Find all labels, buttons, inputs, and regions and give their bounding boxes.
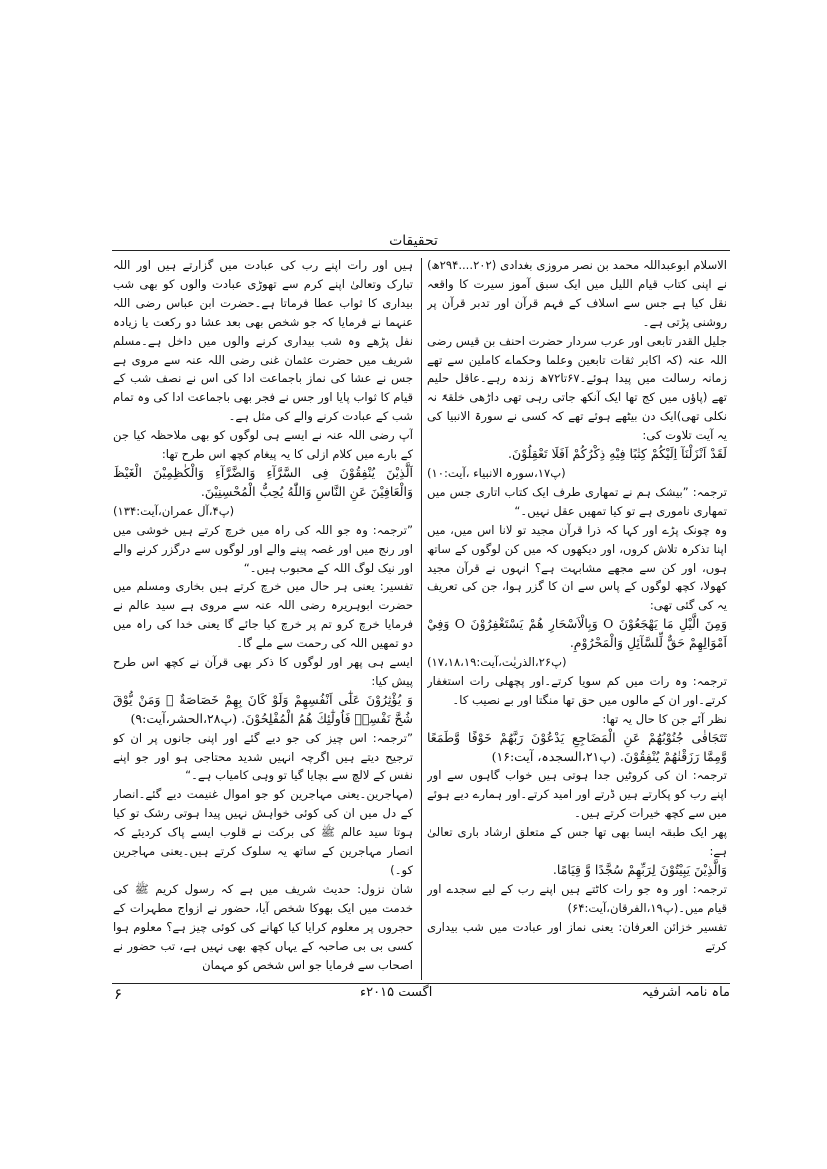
quran-verse: اَلَّذِيْنَ يُنْفِقُوْنَ فِى السَّرَّآءِ وَالضَّرَّآءِ وَالْكٰظِمِيْنَ الْغَيْظَ وَالْعَافِيْنَ عَنِ النَّاسِ وَاللّٰهُ يُحِبُّ الْمُحْسِنِيْنَ. [113, 464, 413, 499]
paragraph: ترجمہ: اور وہ جو رات کاٹتے ہیں اپنے رب کے لیے سجدے اور قیام میں۔(پ۱۹،الفرقان،آیت:۶۴) [427, 881, 727, 915]
paragraph: نظر آئے جن کا حال یہ تھا: [602, 711, 727, 726]
verse-reference: (پ۲۶،الذریٰت،آیت:۱۷،۱۸،۱۹) [427, 655, 567, 670]
column-divider [421, 258, 422, 980]
journal-name: ماہ نامہ اشرفیہ [641, 985, 730, 1000]
issue-date: اگست ۲۰۱۵ء [360, 985, 433, 1000]
paragraph: پھر ایک طبقہ ایسا بھی تھا جس کے متعلق ارشاد باری تعالیٰ ہے: [427, 825, 727, 859]
page-number: ۶ [114, 985, 123, 1003]
paragraph: ہیں اور رات اپنے رب کی عبادت میں گزارتے ہیں اور اللہ تبارک وتعالیٰ اپنے کرم سے تھوڑی عبادت والوں کو بھی شب بیداری کا ثواب عطا فرماتا ہے۔حضرت ابن عباس رضی اللہ عنہما نے فرمایا کہ جو شخص بھی بعد عشا دو رکعت یا زیادہ نفل پڑھے وہ شب بیداری کرنے والوں میں داخل ہے۔مسلم شریف میں حضرت عثمان غنی رضی اللہ عنہ سے مروی ہے جس نے عشا کی نماز باجماعت ادا کی اس نے نصف شب کے قیام کا ثواب پایا اور جس نے فجر بھی باجماعت ادا کی وہ تمام شب کے عبادت کرنے والے کی مثل ہے۔ [113, 258, 413, 424]
paragraph: ترجمہ: وہ رات میں کم سویا کرتے۔اور پچھلی رات استغفار کرتے۔اور ان کے مالوں میں حق تھا منگتا اور بے نصیب کا۔ [427, 673, 727, 707]
left-column [113, 256, 413, 978]
quran-verse: لَقَدْ اَنْزَلْنَآ اِلَيْكُمْ كِتٰبًا فِيْهِ ذِكْرُكُمْ اَفَلَا تَعْقِلُوْنَ. [508, 446, 727, 462]
paragraph: ترجمہ: ان کی کروٹیں جدا ہوتی ہیں خواب گاہوں سے اور اپنے رب کو پکارتے ہیں ڈرتے اور امید کرتے۔اور ہمارے دیے ہوئے میں سے کچھ خیرات کرتے ہیں۔ [427, 768, 727, 821]
paragraph: وہ چونک پڑے اور کہا کہ ذرا قرآن مجید تو لانا اس میں، میں اپنا تذکرہ تلاش کروں، اور دیکھوں کہ میں کن لوگوں کے ساتھ ہوں، اور کن سے مجھے مشابہت ہے؟ انہوں نے قرآن مجید کھولا، کچھ لوگوں کے پاس سے ان کا گزر ہوا، جن کی تعریف یہ کی گئی تھی: [427, 522, 727, 613]
verse-reference: (پ۱۷،سورہ الانبیاء ،آیت:۱۰) [427, 465, 566, 480]
paragraph: ”ترجمہ: اس چیز کی جو دیے گئے اور اپنی جانوں پر ان کو ترجیح دیتے ہیں اگرچہ انہیں شدید محتاجی ہو اور جو اپنے نفس کے لالچ سے بچایا گیا تو وہی کامیاب ہے۔“ [113, 730, 413, 783]
running-header: تحقیقات [389, 233, 438, 249]
quran-verse: وَ يُؤْثِرُوْنَ عَلٰٓى اَنْفُسِهِمْ وَلَوْ كَانَ بِهِمْ خَصَاصَةٌ ۚ وَمَنْ يُّوْقَ شُحَّ نَفْسِهٖ فَاُولٰٓئِكَ هُمُ الْمُفْلِحُوْنَ. (پ۲۸،الحشر،آیت:۹) [113, 691, 413, 726]
paragraph: ”ترجمہ: وہ جو اللہ کی راہ میں خرچ کرتے ہیں خوشی میں اور رنج میں اور غصہ پینے والے اور لوگوں سے درگزر کرنے والے اور نیک لوگ اللہ کے محبوب ہیں۔“ [113, 522, 413, 575]
paragraph: ترجمہ: ”بیشک ہم نے تمھاری طرف ایک کتاب اتاری جس میں تمھاری ناموری ہے تو کیا تمھیں عقل نہیں۔“ [427, 484, 727, 518]
header-rule [112, 250, 730, 251]
paragraph: (مہاجرین۔یعنی مہاجرین کو جو اموال غنیمت دیے گئے۔انصار کے دل میں ان کی کوئی خواہش نہیں پیدا ہوتی رشک تو کیا ہوتا سید عالم ﷺ کی برکت نے قلوب ایسے پاک کردیئے کہ انصار مہاجرین کے ساتھ یہ سلوک کرتے ہیں۔یعنی مہاجرین کو۔) [113, 787, 413, 877]
verse-reference: (پ۴،آل عمران،آیت:۱۳۴) [113, 503, 235, 518]
paragraph: تفسیر خزائن العرفان: یعنی نماز اور عبادت میں شب بیداری کرتے [427, 919, 727, 953]
paragraph: ایسے ہی پھر اور لوگوں کا ذکر بھی قرآن نے کچھ اس طرح پیش کیا: [113, 655, 413, 688]
paragraph: آپ رضی اللہ عنہ نے ایسے ہی لوگوں کو بھی ملاحظہ کیا جن کے بارے میں کلام ازلی کا یہ پیغام کچھ اس طرح تھا: [113, 428, 413, 462]
paragraph: شان نزول: حدیث شریف میں ہے کہ رسول کریم ﷺ کی خدمت میں ایک بھوکا شخص آیا، حضور نے ازواج مطہرات کے حجروں پر معلوم کرایا کیا کھانے کی کوئی چیز ہے؟ معلوم ہوا کسی بی بی صاحبہ کے یہاں کچھ بھی نہیں ہے، تب حضور نے اصحاب سے فرمایا جو اس شخص کو مہمان [113, 881, 413, 972]
paragraph: جلیل القدر تابعی اور عرب سردار حضرت احنف بن قیس رضی اللہ عنہ (کہ اکابر ثقات تابعین وعلما وحکماے کاملین سے تھے زمانہ رسالت میں پیدا ہوئے۔۶۷تا۷۲ھ زندہ رہے۔عاقل حلیم تھے (پاؤں میں کج تھا ایک آنکھ جاتی رہی تھی داڑھی خلقۃً نہ نکلی تھی)ایک دن بیٹھے ہوئے تھے کہ کسی نے سورۃ الانبیا کی یہ آیت تلاوت کی: [427, 333, 727, 443]
quran-verse: وَمِنَ الَّيْلِ مَا يَهْجَعُوْنَ O وَبِالْاَسْحَارِ هُمْ يَسْتَغْفِرُوْنَ O وَفِيْ اَمْوَالِهِمْ حَقٌّ لِّلسَّآئِلِ وَالْمَحْرُوْمِ. [427, 616, 727, 651]
paragraph: تفسیر: یعنی ہر حال میں خرچ کرتے ہیں بخاری ومسلم میں حضرت ابوہریرہ رضی اللہ عنہ سے مروی ہے سید عالم نے فرمایا خرچ کرو تم پر خرچ کیا جائے گا یعنی خدا کی راہ میں دو تمھیں اللہ کی رحمت سے ملے گا۔ [113, 579, 413, 651]
footer-rule [112, 983, 730, 984]
quran-verse: وَالَّذِيْنَ يَبِيْتُوْنَ لِرَبِّهِمْ سُجَّدًا وَّ قِيَامًا. [552, 862, 727, 877]
right-column [427, 256, 727, 978]
paragraph: الاسلام ابوعبداللہ محمد بن نصر مروزی بغدادی (۲۰۲....۲۹۴ھ) نے اپنی کتاب قیام اللیل میں ایک سبق آموز سیرت کا واقعہ نقل کیا ہے جس سے اسلاف کے فہم قرآن اور تدبر قرآن پر روشنی پڑتی ہے۔ [427, 258, 727, 329]
quran-verse: تَتَجَافٰى جُنُوْبُهُمْ عَنِ الْمَضَاجِعِ يَدْعُوْنَ رَبَّهُمْ خَوْفًا وَّطَمَعًا وَّمِمَّا رَزَقْنٰهُمْ يُنْفِقُوْنَ. (پ۲۱،السجدہ، آیت:۱۶) [427, 729, 727, 764]
